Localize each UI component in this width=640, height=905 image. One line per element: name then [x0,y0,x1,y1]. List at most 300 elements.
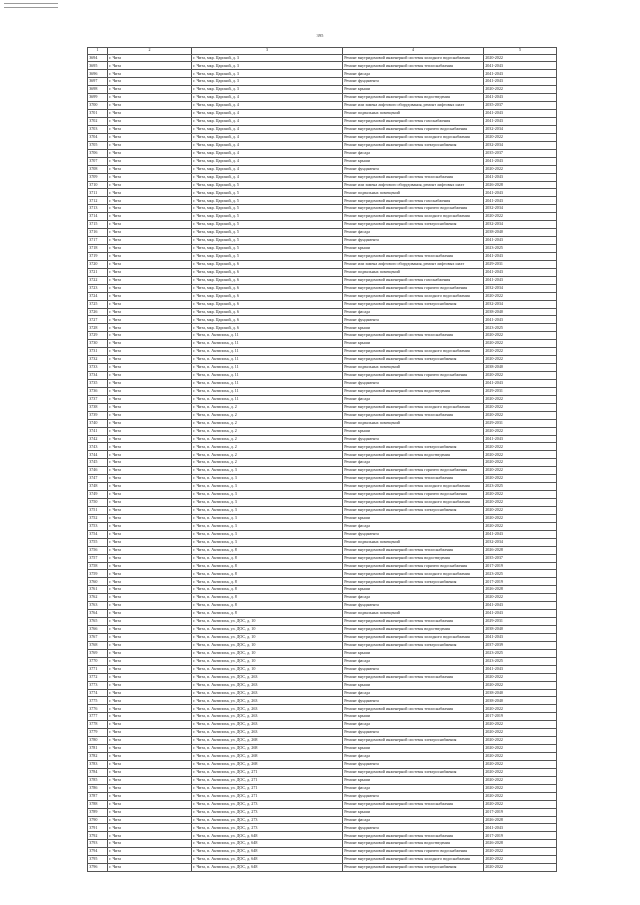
table-row [88,554,557,562]
period-cell: 2026-2028 [484,181,557,189]
row-number-cell: 3763 [88,602,108,610]
municipality-cell: г. Чита [108,467,192,475]
row-number-cell: 3708 [88,165,108,173]
row-number-cell: 3789 [88,808,108,816]
municipality-cell: г. Чита [108,649,192,657]
address-cell: г. Чита, мкр. Царский, д. 5 [192,197,343,205]
address-cell: г. Чита, мкр. Царский, д. 4 [192,110,343,118]
period-cell: 2020-2022 [484,506,557,514]
table-row [88,538,557,546]
row-number-cell: 3719 [88,252,108,260]
work-type-cell: Ремонт фасада [343,784,484,792]
municipality-cell: г. Чита [108,276,192,284]
work-type-cell: Ремонт крыши [343,245,484,253]
row-number-cell: 3793 [88,840,108,848]
row-number-cell: 3698 [88,86,108,94]
period-cell: 2041-2043 [484,530,557,538]
municipality-cell: г. Чита [108,292,192,300]
period-cell: 2026-2028 [484,840,557,848]
period-cell: 2020-2022 [484,705,557,713]
municipality-cell: г. Чита [108,792,192,800]
row-number-cell: 3784 [88,768,108,776]
address-cell: г. Чита, п. Антипиха, ул. ДОС, д. 263 [192,673,343,681]
table-row [88,475,557,483]
table-row [88,776,557,784]
address-cell: г. Чита, п. Антипиха, д. 2 [192,451,343,459]
period-cell: 2020-2022 [484,451,557,459]
table-row [88,856,557,864]
work-type-cell: Ремонт подвальных помещений [343,110,484,118]
work-type-cell: Ремонт внутридомовой инженерной системы теплоснабжения [343,546,484,554]
municipality-cell: г. Чита [108,848,192,856]
municipality-cell: г. Чита [108,221,192,229]
address-cell: г. Чита, п. Антипиха, д. 8 [192,546,343,554]
work-type-cell: Ремонт внутридомовой инженерной системы электроснабжения [343,737,484,745]
work-type-cell: Ремонт внутридомовой инженерной системы газоснабжения [343,197,484,205]
row-number-cell: 3761 [88,586,108,594]
address-cell: г. Чита, п. Антипиха, ул. ДОС, д. 273 [192,824,343,832]
address-cell: г. Чита, п. Антипиха, ул. ДОС, д. 263 [192,681,343,689]
period-cell: 2020-2022 [484,522,557,530]
work-type-cell: Ремонт фундамента [343,665,484,673]
table-row [88,94,557,102]
address-cell: г. Чита, п. Антипиха, д. 11 [192,356,343,364]
row-number-cell: 3736 [88,387,108,395]
work-type-cell: Ремонт внутридомовой инженерной системы теплоснабжения [343,832,484,840]
address-cell: г. Чита, п. Антипиха, д. 3 [192,467,343,475]
period-cell: 2038-2040 [484,229,557,237]
municipality-cell: г. Чита [108,832,192,840]
municipality-cell: г. Чита [108,260,192,268]
table-row [88,268,557,276]
address-cell: г. Чита, п. Антипиха, д. 11 [192,387,343,395]
work-type-cell: Ремонт или замена лифтового оборудования, ремонт лифтовых шахт [343,260,484,268]
row-number-cell: 3766 [88,626,108,634]
row-number-cell: 3796 [88,864,108,872]
table-row [88,824,557,832]
period-cell: 2020-2022 [484,848,557,856]
work-type-cell: Ремонт внутридомовой инженерной системы теплоснабжения [343,62,484,70]
row-number-cell: 3750 [88,499,108,507]
period-cell: 2020-2022 [484,403,557,411]
work-type-cell: Ремонт фасада [343,657,484,665]
period-cell: 2020-2022 [484,721,557,729]
period-cell: 2038-2040 [484,364,557,372]
capital-repair-register-table [87,47,557,872]
address-cell: г. Чита, п. Антипиха, д. 11 [192,340,343,348]
address-cell: г. Чита, мкр. Царский, д. 3 [192,78,343,86]
work-type-cell: Ремонт внутридомовой инженерной системы электроснабжения [343,221,484,229]
period-cell: 2020-2022 [484,745,557,753]
work-type-cell: Ремонт крыши [343,649,484,657]
address-cell: г. Чита, п. Антипиха, ул. ДОС, д. 263 [192,689,343,697]
table-row [88,78,557,86]
table-row [88,689,557,697]
address-cell: г. Чита, п. Антипиха, д. 2 [192,443,343,451]
address-cell: г. Чита, мкр. Царский, д. 4 [192,149,343,157]
work-type-cell: Ремонт внутридомовой инженерной системы теплоснабжения [343,332,484,340]
period-cell: 2023-2025 [484,483,557,491]
work-type-cell: Ремонт фасада [343,229,484,237]
table-row [88,753,557,761]
row-number-cell: 3781 [88,745,108,753]
period-cell: 2020-2022 [484,292,557,300]
address-cell: г. Чита, п. Антипиха, д. 2 [192,403,343,411]
period-cell: 2020-2022 [484,768,557,776]
address-cell: г. Чита, мкр. Царский, д. 5 [192,221,343,229]
work-type-cell: Ремонт фундамента [343,792,484,800]
municipality-cell: г. Чита [108,332,192,340]
address-cell: г. Чита, п. Антипиха, д. 3 [192,475,343,483]
table-row [88,125,557,133]
row-number-cell: 3738 [88,403,108,411]
row-number-cell: 3764 [88,610,108,618]
municipality-cell: г. Чита [108,364,192,372]
row-number-cell: 3780 [88,737,108,745]
period-cell: 2032-2034 [484,125,557,133]
address-cell: г. Чита, мкр. Царский, д. 4 [192,94,343,102]
table-row [88,237,557,245]
row-number-cell: 3732 [88,356,108,364]
row-number-cell: 3730 [88,340,108,348]
work-type-cell: Ремонт фундамента [343,435,484,443]
address-cell: г. Чита, п. Антипиха, д. 3 [192,530,343,538]
table-row [88,316,557,324]
period-cell: 2035-2037 [484,102,557,110]
period-cell: 2032-2034 [484,300,557,308]
municipality-cell: г. Чита [108,753,192,761]
address-cell: г. Чита, мкр. Царский, д. 4 [192,118,343,126]
table-row [88,467,557,475]
work-type-cell: Ремонт подвальных помещений [343,538,484,546]
address-cell: г. Чита, п. Антипиха, д. 2 [192,419,343,427]
row-number-cell: 3733 [88,364,108,372]
column-header: 4 [343,48,484,55]
municipality-cell: г. Чита [108,133,192,141]
table-row [88,133,557,141]
period-cell: 2020-2022 [484,459,557,467]
table-row [88,395,557,403]
row-number-cell: 3773 [88,681,108,689]
address-cell: г. Чита, п. Антипиха, д. 8 [192,594,343,602]
row-number-cell: 3787 [88,792,108,800]
period-cell: 2037-2039 [484,641,557,649]
address-cell: г. Чита, п. Антипиха, ул. ДОС, д. 10 [192,641,343,649]
address-cell: г. Чита, п. Антипиха, д. 11 [192,372,343,380]
municipality-cell: г. Чита [108,522,192,530]
address-cell: г. Чита, п. Антипиха, ул. ДОС, д. 268 [192,760,343,768]
municipality-cell: г. Чита [108,475,192,483]
work-type-cell: Ремонт внутридомовой инженерной системы теплоснабжения [343,705,484,713]
address-cell: г. Чита, п. Антипиха, д. 3 [192,483,343,491]
address-cell: г. Чита, п. Антипиха, ул. ДОС, д. 271 [192,776,343,784]
table-row [88,435,557,443]
period-cell: 2020-2022 [484,673,557,681]
address-cell: г. Чита, п. Антипиха, ул. ДОС, д. 273 [192,808,343,816]
municipality-cell: г. Чита [108,70,192,78]
period-cell: 2020-2022 [484,753,557,761]
period-cell: 2041-2043 [484,633,557,641]
municipality-cell: г. Чита [108,514,192,522]
work-type-cell: Ремонт фасада [343,721,484,729]
period-cell: 2032-2034 [484,205,557,213]
table-row [88,530,557,538]
work-type-cell: Ремонт фасада [343,395,484,403]
table-row [88,348,557,356]
period-cell: 2041-2043 [484,252,557,260]
work-type-cell: Ремонт фундамента [343,760,484,768]
table-row [88,260,557,268]
period-cell: 2017-2019 [484,713,557,721]
address-cell: г. Чита, мкр. Царский, д. 3 [192,86,343,94]
address-cell: г. Чита, п. Антипиха, д. 8 [192,578,343,586]
municipality-cell: г. Чита [108,824,192,832]
work-type-cell: Ремонт фундамента [343,824,484,832]
period-cell: 2041-2043 [484,173,557,181]
municipality-cell: г. Чита [108,689,192,697]
row-number-cell: 3786 [88,784,108,792]
row-number-cell: 3702 [88,118,108,126]
row-number-cell: 3742 [88,435,108,443]
period-cell: 2020-2022 [484,340,557,348]
municipality-cell: г. Чита [108,705,192,713]
municipality-cell: г. Чита [108,578,192,586]
municipality-cell: г. Чита [108,491,192,499]
period-cell: 2032-2034 [484,221,557,229]
row-number-cell: 3743 [88,443,108,451]
row-number-cell: 3774 [88,689,108,697]
work-type-cell: Ремонт фасада [343,70,484,78]
row-number-cell: 3794 [88,848,108,856]
municipality-cell: г. Чита [108,856,192,864]
row-number-cell: 3753 [88,522,108,530]
table-row [88,427,557,435]
address-cell: г. Чита, мкр. Царский, д. 4 [192,165,343,173]
work-type-cell: Ремонт внутридомовой инженерной системы электроснабжения [343,356,484,364]
address-cell: г. Чита, п. Антипиха, д. 8 [192,602,343,610]
work-type-cell: Ремонт крыши [343,808,484,816]
address-cell: г. Чита, мкр. Царский, д. 6 [192,300,343,308]
row-number-cell: 3777 [88,713,108,721]
address-cell: г. Чита, п. Антипиха, д. 3 [192,522,343,530]
work-type-cell: Ремонт внутридомовой инженерной системы холодного водоснабжения [343,483,484,491]
period-cell: 2020-2022 [484,729,557,737]
row-number-cell: 3716 [88,229,108,237]
row-number-cell: 3782 [88,753,108,761]
work-type-cell: Ремонт внутридомовой инженерной системы горячего водоснабжения [343,125,484,133]
table-row [88,54,557,62]
row-number-cell: 3737 [88,395,108,403]
municipality-cell: г. Чита [108,110,192,118]
address-cell: г. Чита, п. Антипиха, д. 8 [192,562,343,570]
table-row [88,610,557,618]
period-cell: 2020-2022 [484,776,557,784]
table-row [88,602,557,610]
table-row [88,673,557,681]
row-number-cell: 3695 [88,62,108,70]
period-cell: 2041-2043 [484,435,557,443]
table-row [88,292,557,300]
period-cell: 2038-2040 [484,689,557,697]
municipality-cell: г. Чита [108,840,192,848]
address-cell: г. Чита, п. Антипиха, д. 11 [192,364,343,372]
period-cell: 2020-2022 [484,356,557,364]
municipality-cell: г. Чита [108,776,192,784]
row-number-cell: 3705 [88,141,108,149]
municipality-cell: г. Чита [108,554,192,562]
work-type-cell: Ремонт крыши [343,713,484,721]
period-cell: 2020-2022 [484,86,557,94]
municipality-cell: г. Чита [108,546,192,554]
period-cell: 2017-2019 [484,808,557,816]
work-type-cell: Ремонт или замена лифтового оборудования, ремонт лифтовых шахт [343,181,484,189]
table-row [88,506,557,514]
work-type-cell: Ремонт внутридомовой инженерной системы горячего водоснабжения [343,562,484,570]
row-number-cell: 3729 [88,332,108,340]
row-number-cell: 3776 [88,705,108,713]
period-cell: 2035-2037 [484,554,557,562]
work-type-cell: Ремонт внутридомовой инженерной системы теплоснабжения [343,173,484,181]
row-number-cell: 3759 [88,570,108,578]
municipality-cell: г. Чита [108,229,192,237]
row-number-cell: 3697 [88,78,108,86]
table-row [88,848,557,856]
municipality-cell: г. Чита [108,657,192,665]
address-cell: г. Чита, п. Антипиха, ул. ДОС, д. 648 [192,856,343,864]
period-cell: 2020-2022 [484,499,557,507]
row-number-cell: 3718 [88,245,108,253]
municipality-cell: г. Чита [108,86,192,94]
work-type-cell: Ремонт крыши [343,776,484,784]
address-cell: г. Чита, п. Антипиха, д. 2 [192,411,343,419]
table-body [88,48,557,872]
address-cell: г. Чита, мкр. Царский, д. 4 [192,125,343,133]
period-cell: 2041-2043 [484,824,557,832]
address-cell: г. Чита, п. Антипиха, ул. ДОС, д. 648 [192,840,343,848]
municipality-cell: г. Чита [108,118,192,126]
row-number-cell: 3727 [88,316,108,324]
table-row [88,792,557,800]
municipality-cell: г. Чита [108,157,192,165]
address-cell: г. Чита, мкр. Царский, д. 6 [192,308,343,316]
period-cell: 2020-2022 [484,784,557,792]
municipality-cell: г. Чита [108,237,192,245]
row-number-cell: 3700 [88,102,108,110]
period-cell: 2020-2022 [484,856,557,864]
work-type-cell: Ремонт внутридомовой инженерной системы электроснабжения [343,300,484,308]
row-number-cell: 3703 [88,125,108,133]
period-cell: 2041-2043 [484,94,557,102]
row-number-cell: 3739 [88,411,108,419]
period-cell: 2020-2022 [484,760,557,768]
municipality-cell: г. Чита [108,372,192,380]
table-row [88,649,557,657]
table-row [88,514,557,522]
work-type-cell: Ремонт крыши [343,157,484,165]
period-cell: 2026-2028 [484,586,557,594]
work-type-cell: Ремонт внутридомовой инженерной системы водоотведения [343,94,484,102]
work-type-cell: Ремонт фасада [343,459,484,467]
address-cell: г. Чита, п. Антипиха, д. 3 [192,491,343,499]
row-number-cell: 3721 [88,268,108,276]
work-type-cell: Ремонт внутридомовой инженерной системы электроснабжения [343,443,484,451]
row-number-cell: 3755 [88,538,108,546]
work-type-cell: Ремонт подвальных помещений [343,189,484,197]
address-cell: г. Чита, мкр. Царский, д. 4 [192,173,343,181]
municipality-cell: г. Чита [108,189,192,197]
municipality-cell: г. Чита [108,54,192,62]
address-cell: г. Чита, п. Антипиха, ул. ДОС, д. 10 [192,626,343,634]
work-type-cell: Ремонт внутридомовой инженерной системы электроснабжения [343,864,484,872]
table-row [88,102,557,110]
period-cell: 2035-2037 [484,149,557,157]
period-cell: 2020-2022 [484,411,557,419]
municipality-cell: г. Чита [108,713,192,721]
address-cell: г. Чита, п. Антипиха, ул. ДОС, д. 10 [192,665,343,673]
table-row [88,657,557,665]
work-type-cell: Ремонт крыши [343,681,484,689]
work-type-cell: Ремонт внутридомовой инженерной системы горячего водоснабжения [343,467,484,475]
table-row [88,491,557,499]
period-cell: 2023-2025 [484,245,557,253]
work-type-cell: Ремонт внутридомовой инженерной системы холодного водоснабжения [343,856,484,864]
row-number-cell: 3701 [88,110,108,118]
row-number-cell: 3728 [88,324,108,332]
table-row [88,768,557,776]
address-cell: г. Чита, п. Антипиха, ул. ДОС, д. 271 [192,768,343,776]
table-row [88,340,557,348]
table-row [88,840,557,848]
work-type-cell: Ремонт подвальных помещений [343,610,484,618]
row-number-cell: 3741 [88,427,108,435]
period-cell: 2020-2022 [484,443,557,451]
row-number-cell: 3762 [88,594,108,602]
period-cell: 2020-2022 [484,864,557,872]
table-row [88,760,557,768]
address-cell: г. Чита, мкр. Царский, д. 5 [192,229,343,237]
period-cell: 2038-2040 [484,697,557,705]
table-row [88,618,557,626]
table-row [88,451,557,459]
period-cell: 2020-2022 [484,213,557,221]
table-row [88,70,557,78]
work-type-cell: Ремонт внутридомовой инженерной системы холодного водоснабжения [343,633,484,641]
municipality-cell: г. Чита [108,395,192,403]
municipality-cell: г. Чита [108,729,192,737]
period-cell: 2020-2022 [484,737,557,745]
table-row [88,197,557,205]
work-type-cell: Ремонт внутридомовой инженерной системы горячего водоснабжения [343,491,484,499]
municipality-cell: г. Чита [108,570,192,578]
address-cell: г. Чита, п. Антипиха, д. 8 [192,610,343,618]
address-cell: г. Чита, п. Антипиха, ул. ДОС, д. 268 [192,745,343,753]
row-number-cell: 3783 [88,760,108,768]
work-type-cell: Ремонт внутридомовой инженерной системы электроснабжения [343,641,484,649]
row-number-cell: 3725 [88,300,108,308]
row-number-cell: 3785 [88,776,108,784]
municipality-cell: г. Чита [108,864,192,872]
address-cell: г. Чита, мкр. Царский, д. 6 [192,316,343,324]
table-row [88,681,557,689]
table-row [88,459,557,467]
row-number-cell: 3710 [88,181,108,189]
municipality-cell: г. Чита [108,165,192,173]
address-cell: г. Чита, мкр. Царский, д. 5 [192,237,343,245]
column-header: 3 [192,48,343,55]
table-row [88,546,557,554]
address-cell: г. Чита, мкр. Царский, д. 6 [192,276,343,284]
municipality-cell: г. Чита [108,721,192,729]
